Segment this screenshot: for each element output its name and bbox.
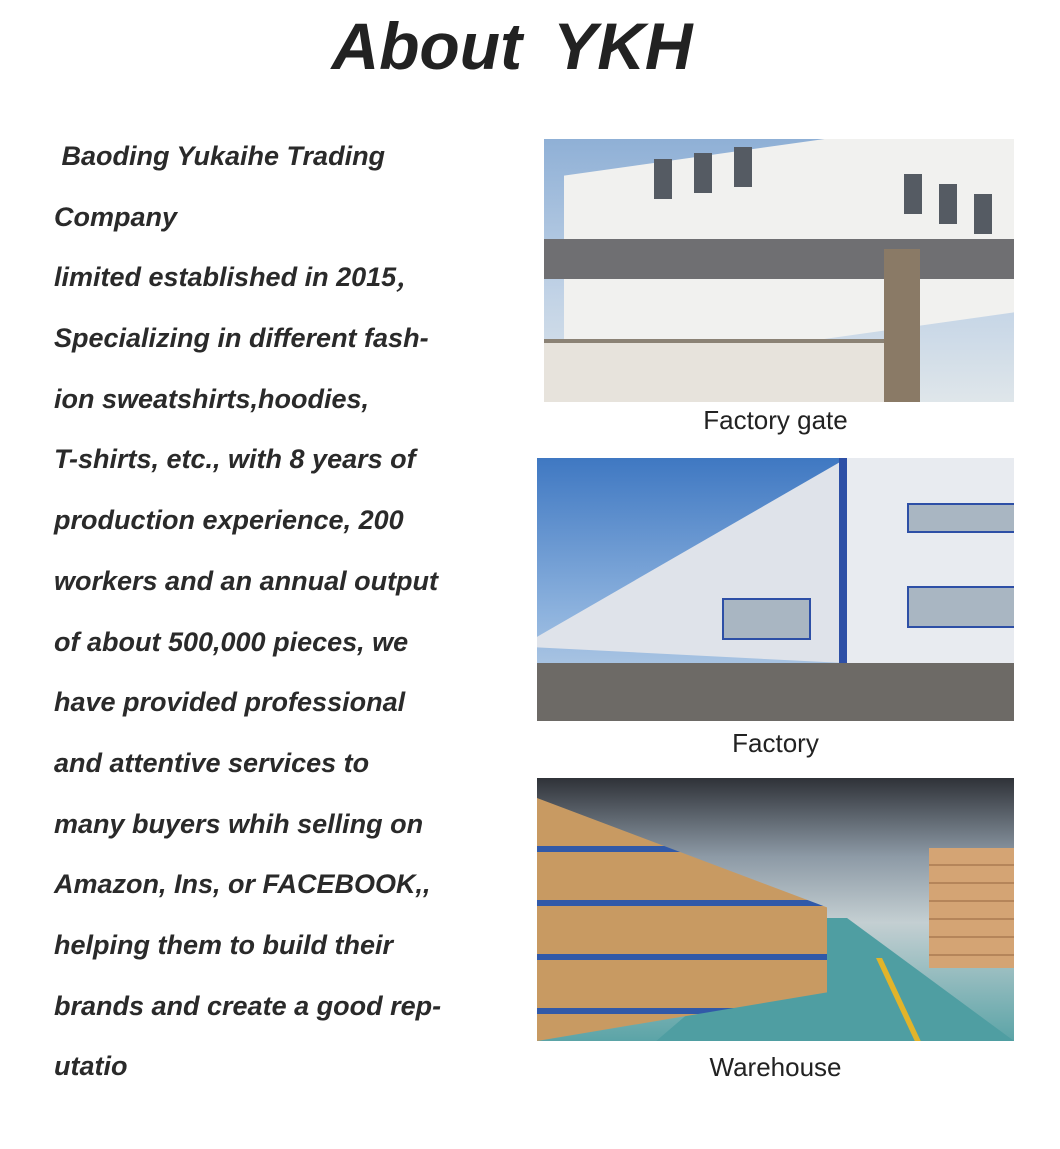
- description-line: have provided professional: [54, 687, 406, 718]
- description-line: and attentive services to: [54, 747, 370, 778]
- description-line: T-shirts, etc., with 8 years of: [54, 444, 416, 475]
- factory-gate-photo: [544, 139, 1014, 402]
- description-line: ion sweatshirts,hoodies,: [54, 383, 370, 414]
- description-line: utatio: [54, 1051, 128, 1082]
- description-line: workers and an annual output: [54, 565, 439, 596]
- description-line: production experience, 200: [54, 505, 404, 536]
- photo-caption: Factory gate: [703, 405, 848, 435]
- description-line: Amazon, Ins, or FACEBOOK,,: [54, 869, 431, 900]
- description-line: limited established in 2015，: [54, 262, 424, 293]
- description-line: of about 500,000 pieces, we: [54, 626, 409, 657]
- description-line: brands and create a good rep-: [54, 990, 442, 1021]
- description-line: Baoding Yukaihe Trading: [54, 141, 386, 171]
- warehouse-photo: [537, 778, 1014, 1041]
- description-line: helping them to build their: [54, 929, 393, 960]
- photo-caption: Warehouse: [709, 1052, 842, 1082]
- company-description: [54, 136, 524, 1107]
- description-line: Company: [54, 201, 178, 232]
- description-line: Specializing in different fash-: [54, 323, 429, 354]
- factory-photo: [537, 458, 1014, 721]
- photo-caption: Factory: [732, 728, 819, 758]
- page-title: About YKH: [331, 9, 693, 83]
- description-line: many buyers whih selling on: [54, 808, 424, 839]
